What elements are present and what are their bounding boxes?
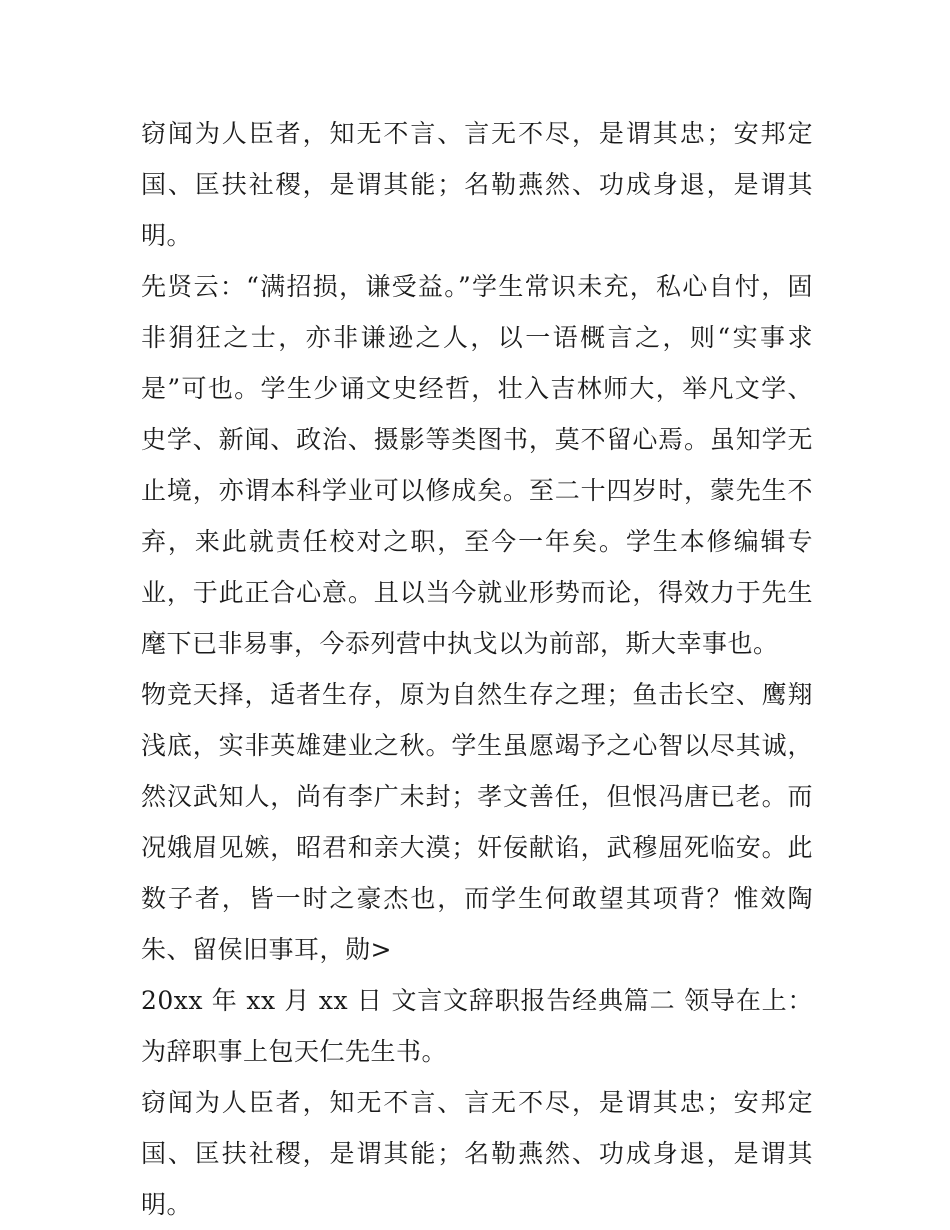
paragraph-2: 先贤云：“满招损，谦受益。”学生常识未充，私心自忖，固非狷狂之士，亦非谦逊之人，以一语概言之，则“实事求是”可也。学生少诵文史经哲，壮入吉林师大，举凡文学、史学、新闻、政治、摄影等类图书，莫不留心焉。虽知学无止境，亦谓本科学业可以修成矣。至二十四岁时，蒙先生不弃，来此就责任校对之职，至今一年矣。学生本修编辑专业，于此正合心意。且以当今就业形势而论，得效力于先生麾下已非易事，今忝列营中执戈以为前部，斯大幸事也。	[141, 272, 813, 658]
paragraph-4: 20xx 年 xx 月 xx 日 文言文辞职报告经典篇二 领导在上： 为辞职事上包天仁先生书。	[141, 986, 813, 1066]
paragraph-5: 窃闻为人臣者，知无不言、言无不尽，是谓其忠；安邦定国、匡扶社稷，是谓其能；名勒燕然、功成身退，是谓其明。	[141, 1088, 813, 1219]
paragraph-3: 物竞天择，适者生存，原为自然生存之理；鱼击长空、鹰翔浅底，实非英雄建业之秋。学生虽愿竭予之心智以尽其诚，然汉武知人，尚有李广未封；孝文善任，但恨冯唐已老。而况娥眉见嫉，昭君和亲大漠；奸佞献谄，武穆屈死临安。此数子者，皆一时之豪杰也，而学生何敢望其项背？惟效陶朱、留侯旧事耳，勋>	[141, 680, 813, 964]
document-body	[141, 108, 813, 1230]
paragraph-1: 窃闻为人臣者，知无不言、言无不尽，是谓其忠；安邦定国、匡扶社稷，是谓其能；名勒燕然、功成身退，是谓其明。	[141, 119, 813, 250]
